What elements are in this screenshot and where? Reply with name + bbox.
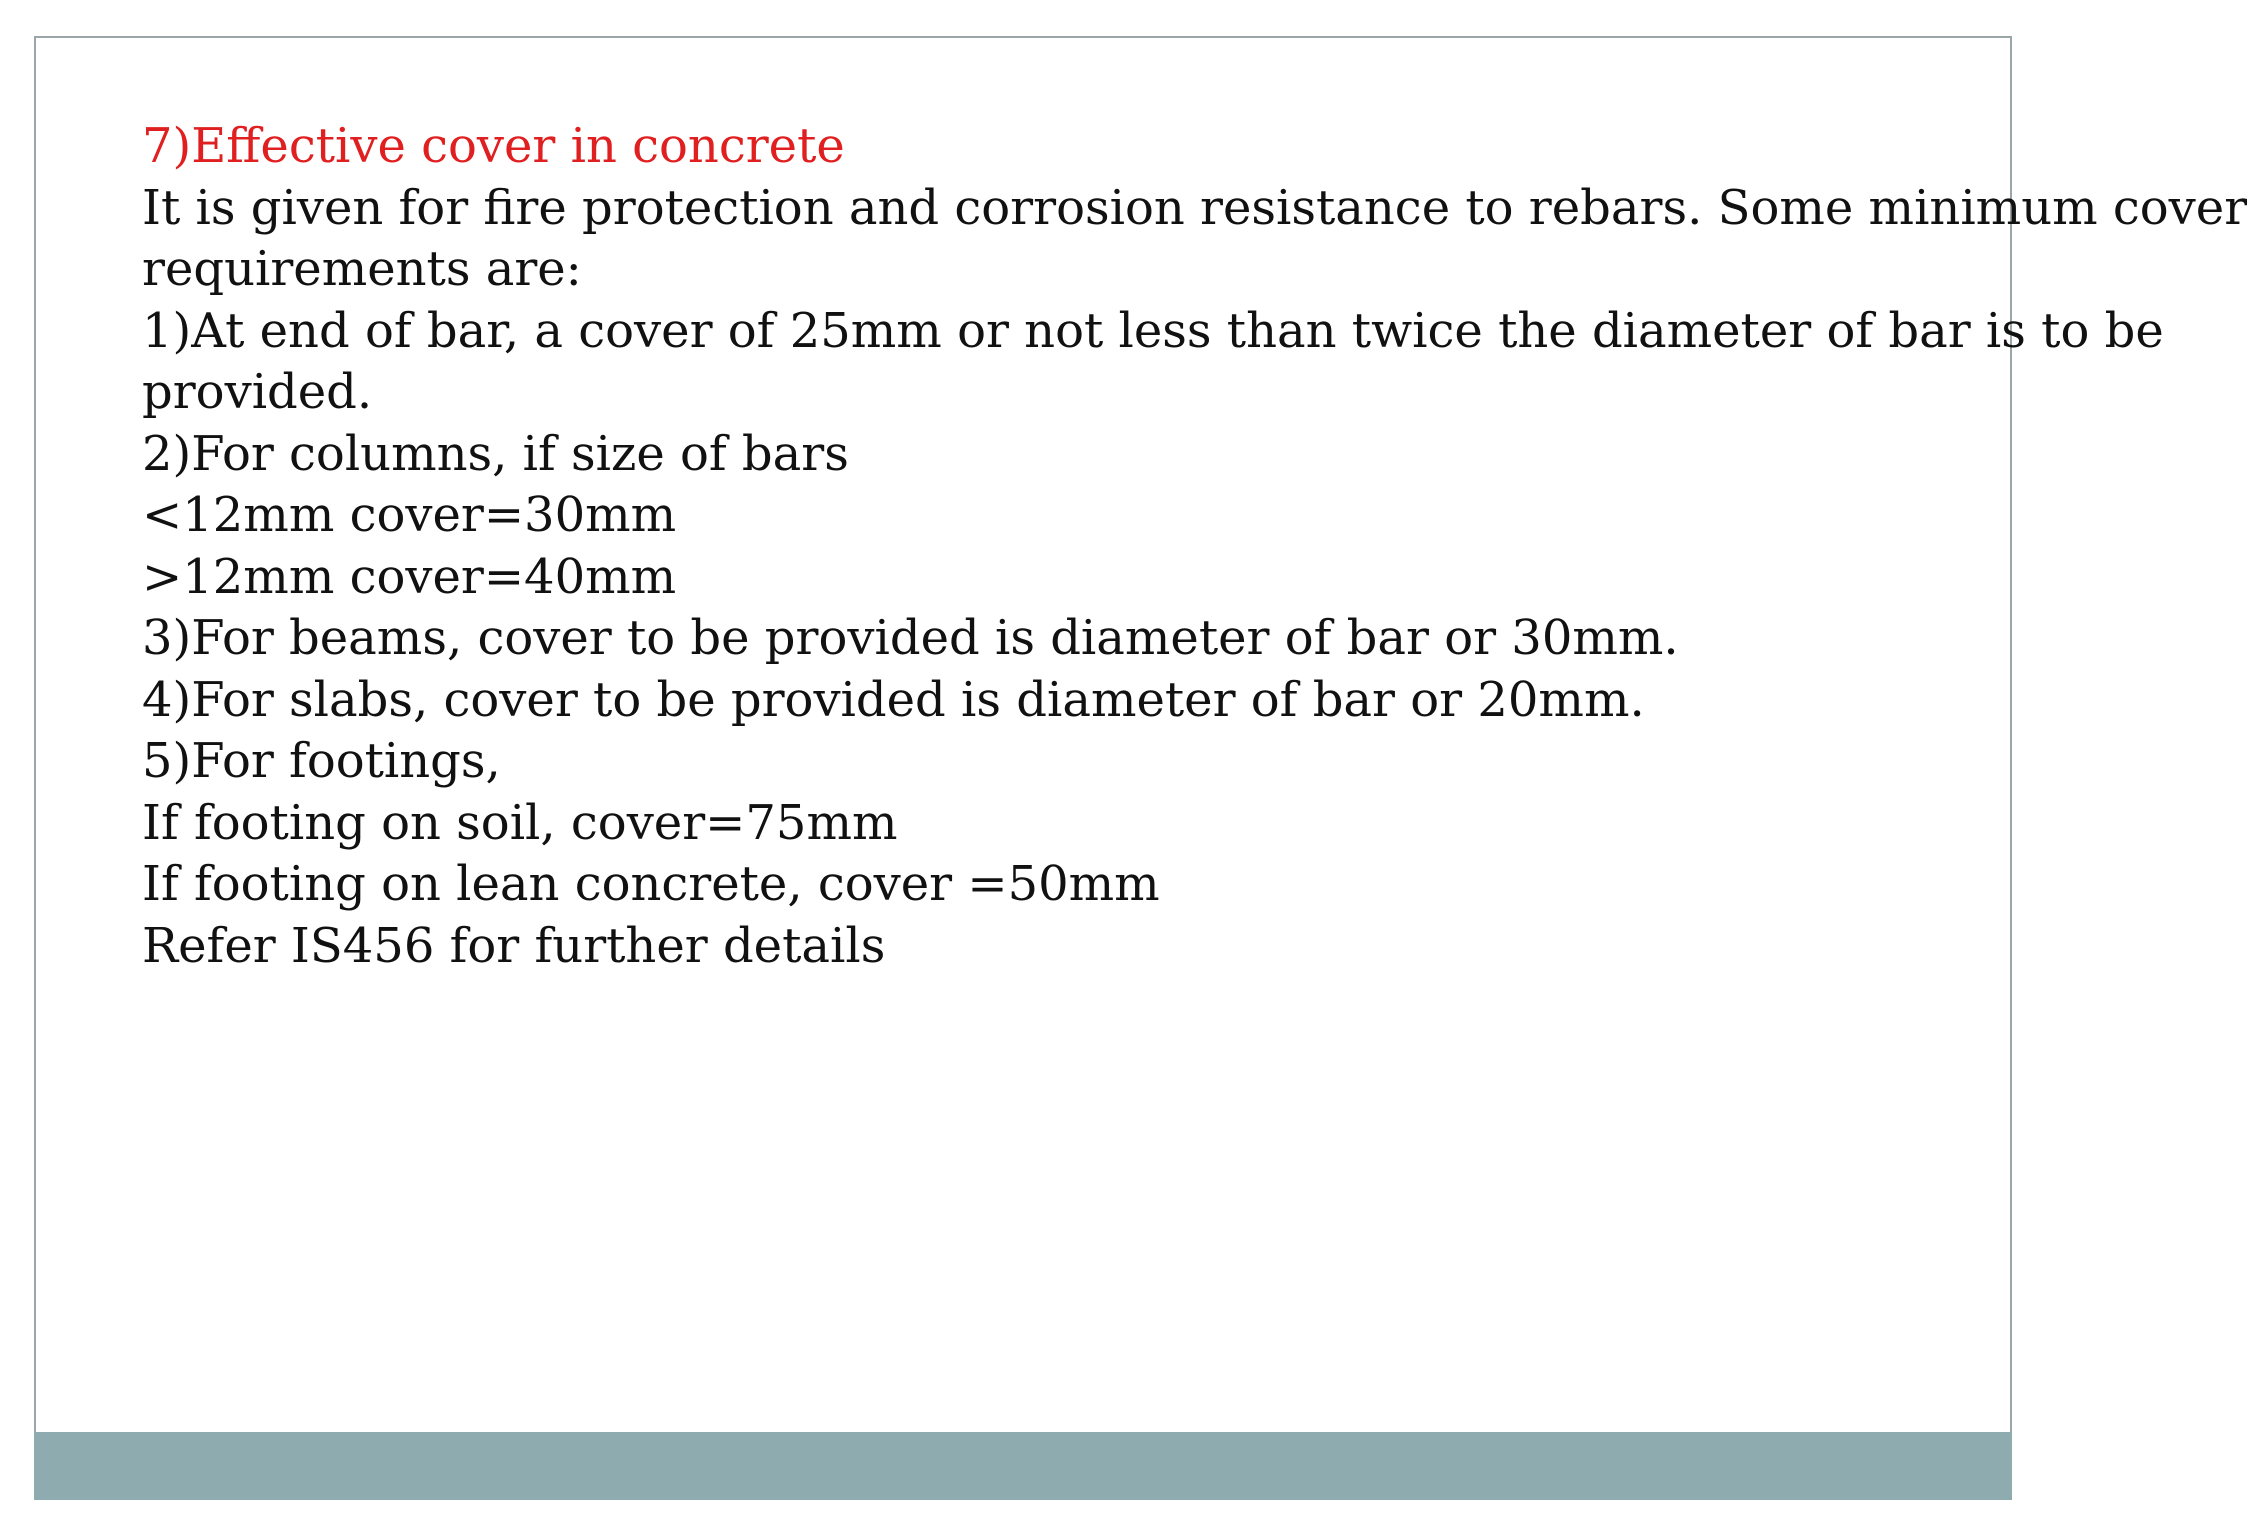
rule-2-columns: 2)For columns, if size of bars [142, 425, 849, 482]
rule-5-footing-lean-concrete: If footing on lean concrete, cover =50mm [142, 856, 1160, 912]
body-line-intro: It is given for fire protection and corrosion resistance to rebars. Some minimum cover [142, 179, 2247, 236]
slide-content [142, 116, 2247, 977]
slide-frame [34, 36, 2247, 1500]
rule-2-columns-small-bars: <12mm cover=30mm [142, 487, 677, 543]
slide-heading: 7)Effective cover in concrete [142, 118, 845, 174]
rule-4-slabs: 4)For slabs, cover to be provided is diameter of bar or 20mm. [142, 671, 1645, 728]
reference-note: Refer IS456 for further details [142, 917, 886, 974]
body-line-intro-cont: requirements are: [142, 241, 582, 297]
rule-5-footing-soil: If footing on soil, cover=75mm [142, 794, 898, 851]
rule-1-end-of-bar: 1)At end of bar, a cover of 25mm or not less than twice the diameter of bar is to be [142, 302, 2164, 359]
rule-3-beams: 3)For beams, cover to be provided is diameter of bar or 30mm. [142, 610, 1679, 666]
rule-5-footings: 5)For footings, [142, 733, 501, 789]
rule-1-end-of-bar-cont: provided. [142, 364, 373, 420]
rule-2-columns-large-bars: >12mm cover=40mm [142, 548, 677, 605]
footer-bar [34, 1432, 2012, 1500]
